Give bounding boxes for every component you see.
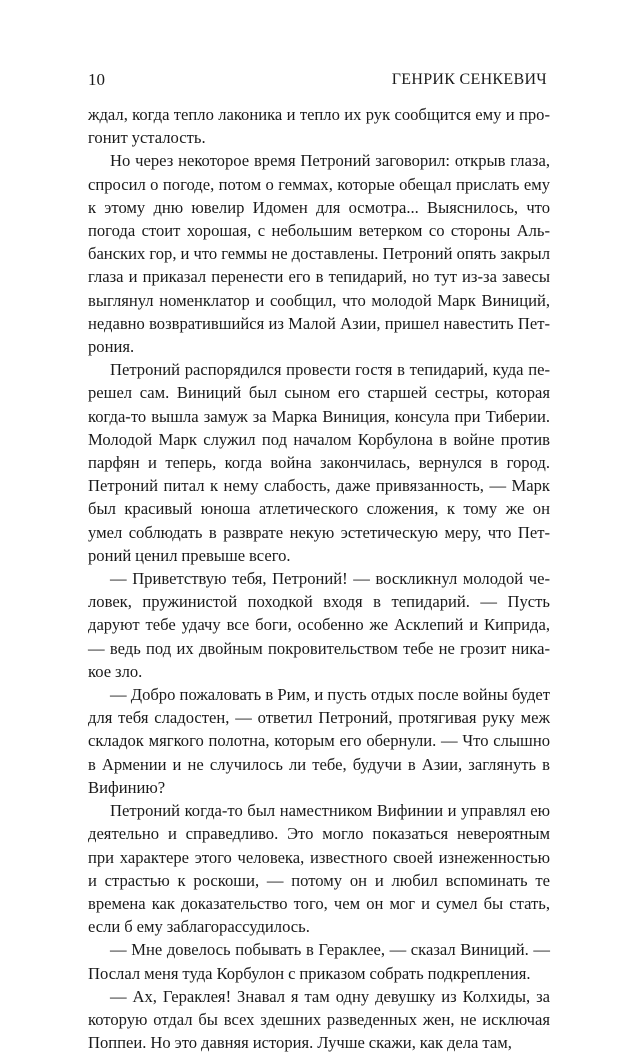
paragraph: — Добро пожаловать в Рим, и пусть отдых после войны будет для тебя сладостен, — ответил Петроний, протягивая руку меж складок мягкого полотна, которым его обернули. — Что слышно в Армении и не случилось ли тебе, будучи в Азии, заглянуть в Вифинию? <box>88 685 550 797</box>
running-title: ГЕНРИК СЕНКЕВИЧ <box>391 71 547 88</box>
paragraph: Петроний распорядился провести гостя в тепидарий, куда перешел сам. Виниций был сыном его старшей сестры, которая когда-то вышла замуж за Марка Виниция, консула при Тиберии. Молодой Марк служил под началом Корбулона в войне против парфян и теперь, когда война закончилась, вернулся в город. Петроний питал к нему слабость, даже привязанность, — Марк был красивый юноша атлетического сложения, к тому же он умел соблюдать в разврате некую эстетическую меру, что Петроний ценил превыше всего. <box>88 360 550 565</box>
paragraph: Петроний когда-то был наместником Вифинии и управлял ею деятельно и справедливо. Это могло показаться невероятным при характере этого человека, известного своей изнеженностью и страстью к роскоши, — потому он и любил вспоминать те времена как доказательство того, чем он мог и сумел бы стать, если б ему заблагорассудилось. <box>88 801 550 937</box>
paragraph: ждал, когда тепло лаконика и тепло их рук сообщится ему и прогонит усталость. <box>88 105 550 148</box>
page-number: 10 <box>88 70 105 89</box>
page-header <box>0 68 619 92</box>
paragraph: — Мне довелось побывать в Гераклее, — сказал Виниций. — Послал меня туда Корбулон с приказом собрать подкрепления. <box>88 940 550 983</box>
body-text <box>88 103 550 1054</box>
paragraph: — Ах, Гераклея! Знавал я там одну девушку из Колхиды, за которую отдал бы всех здешних разведенных жен, не исключая Поппеи. Но это давняя история. Лучше скажи, как дела там, <box>88 986 550 1053</box>
paragraph: — Приветствую тебя, Петроний! — воскликнул молодой человек, пружинистой походкой входя в тепидарий. — Пусть даруют тебе удачу все боги, особенно же Асклепий и Киприда, — ведь под их двойным покровительством тебе не грозит никакое зло. <box>88 569 550 681</box>
paragraph: Но через некоторое время Петроний заговорил: открыв глаза, спросил о погоде, потом о геммах, которые обещал прислать ему к этому дню ювелир Идомен для осмотра... Выяснилось, что погода стоит хорошая, с небольшим ветерком со стороны Альбанских гор, и что геммы не доставлены. Петроний опять закрыл глаза и приказал перенести его в тепидарий, но тут из-за завесы выглянул номенклатор и сообщил, что молодой Марк Виниций, недавно возвратившийся из Малой Азии, пришел навестить Петрония. <box>88 151 550 357</box>
